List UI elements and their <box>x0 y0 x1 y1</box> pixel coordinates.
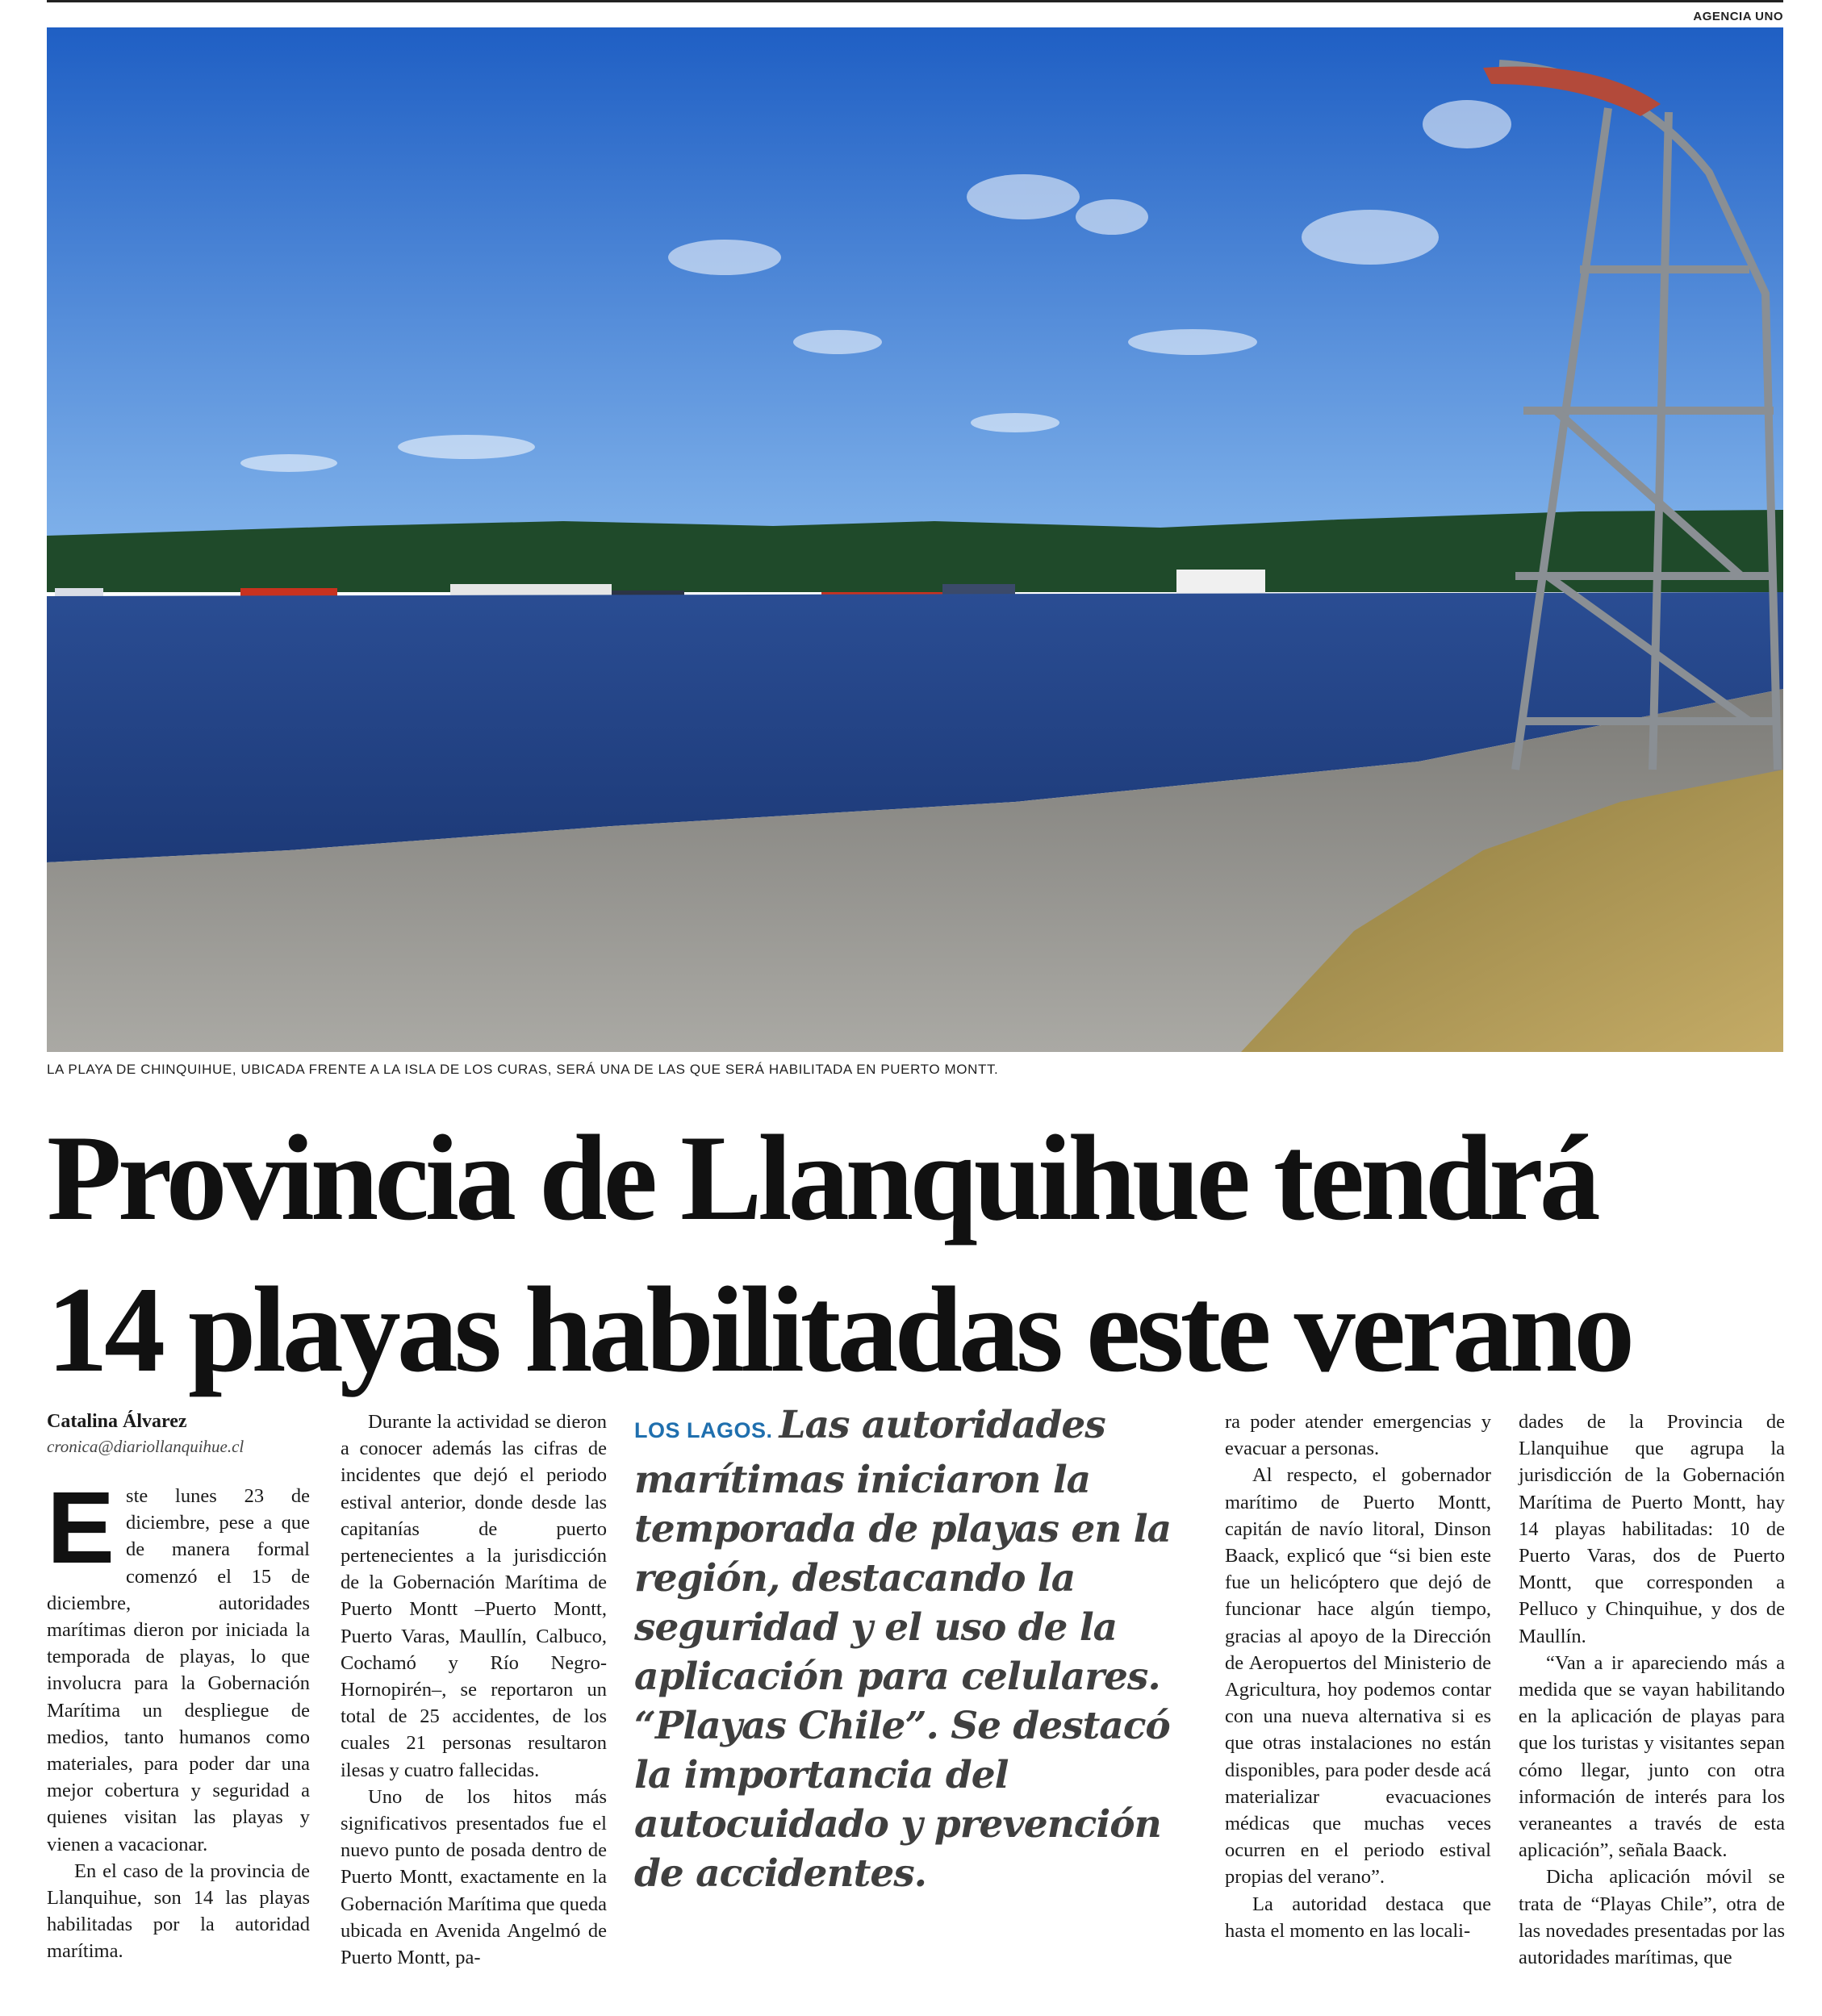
body-paragraph: La autoridad destaca que hasta el momento en las locali- <box>1225 1893 1491 1942</box>
beach-photo-illustration <box>47 27 1783 1052</box>
beach-photo <box>47 27 1783 1052</box>
lead-paragraph <box>634 1400 1199 1898</box>
body-paragraph: Durante la actividad se dieron a conocer además las cifras de incidentes que dejó el periodo estival anterior, donde desde las capitanías de puerto pertenecientes a la jurisdicción de la Gobernación Marítima de Puerto Montt –Puerto Montt, Puerto Varas, Maullín, Calbuco, Cochamó y Río Negro-Hornopirén–, se reportaron un total de 25 accidentes, de los cuales 21 personas resultaron ilesas y cuatro fallecidas. <box>341 1411 607 1781</box>
body-text: ste lunes 23 de diciembre, pese a que de manera formal comenzó el 15 de diciembre, autoridades marítimas dieron por iniciada la temporada de playas, lo que involucra para la Gobernación Marítima un despliegue de medios, tanto humanos como materiales, para poder dar una mejor cobertura y seguridad a quienes visitan las playas y vienen a vacacionar. <box>47 1485 310 1855</box>
body-paragraph: dades de la Provincia de Llanquihue que agrupa la jurisdicción de la Gobernación Marítima de Puerto Montt, hay 14 playas habilitadas: 10 de Puerto Varas, dos de Puerto Montt, que corresponden a Pelluco y Chinquihue, y dos de Maullín. <box>1519 1411 1785 1647</box>
body-paragraph: Dicha aplicación móvil se trata de “Playas Chile”, otra de las novedades presentadas por las autoridades marítimas, que <box>1519 1866 1785 1969</box>
byline-email[interactable]: cronica@diariollanquihue.cl <box>47 1437 244 1456</box>
headline <box>47 1102 1782 1405</box>
body-paragraph: En el caso de la provincia de Llanquihue, son 14 las playas habilitadas por la autoridad marítima. <box>47 1859 310 1963</box>
headline-line-2: 14 playas habilitadas este verano <box>47 1262 1632 1397</box>
body-paragraph: ra poder atender emergencias y evacuar a personas. <box>1225 1411 1491 1460</box>
photo-credit: AGENCIA UNO <box>1693 10 1783 23</box>
column-1 <box>47 1409 310 1965</box>
body-paragraph <box>47 1471 310 1858</box>
body-paragraph: Uno de los hitos más significativos presentados fue el nuevo punto de posada dentro de Puerto Montt, exactamente en la Gobernación Marítima que queda ubicada en Avenida Angelmó de Puerto Montt, pa- <box>341 1785 607 1969</box>
column-4 <box>1225 1409 1491 1944</box>
headline-line-1: Provincia de Llanquihue tendrá <box>47 1110 1597 1246</box>
body-paragraph: Al respecto, el gobernador marítimo de Puerto Montt, capitán de navío litoral, Dinson Baack, explicó que “si bien este fue un helicóptero que dejó de funcionar hace algún tiempo, gracias al apoyo de la Dirección de Aeropuertos del Ministerio de Agricultura, hoy podemos contar con una nueva alternativa si es que otras instalaciones no están disponibles, para poder desde acá materializar evacuaciones médicas que muchas veces ocurren en el periodo estival propias del verano”. <box>1225 1464 1491 1889</box>
drop-cap: E <box>47 1471 115 1584</box>
lead-text: Las autoridades marítimas iniciaron la temporada de playas en la región, destacando la seguridad y el uso de la aplicación para celulares. “Playas Chile”. Se destacó la importancia del autocuidado y prevención de accidentes. <box>634 1403 1172 1896</box>
byline-author: Catalina Álvarez <box>47 1411 187 1432</box>
body-paragraph: “Van a ir apareciendo más a medida que se vayan habilitando en la aplicación de playas para que los turistas y visitantes sepan cómo llegar, junto con otra información de interés para los veraneantes a través de esta aplicación”, señala Baack. <box>1519 1651 1785 1862</box>
lead-kicker: LOS LAGOS. <box>634 1418 773 1442</box>
column-5 <box>1519 1409 1785 1971</box>
column-2 <box>341 1409 607 1971</box>
photo-caption: LA PLAYA DE CHINQUIHUE, UBICADA FRENTE A LA ISLA DE LOS CURAS, SERÁ UNA DE LAS QUE SERÁ HABILITADA EN PUERTO MONTT. <box>47 1062 999 1077</box>
top-rule <box>47 0 1783 2</box>
